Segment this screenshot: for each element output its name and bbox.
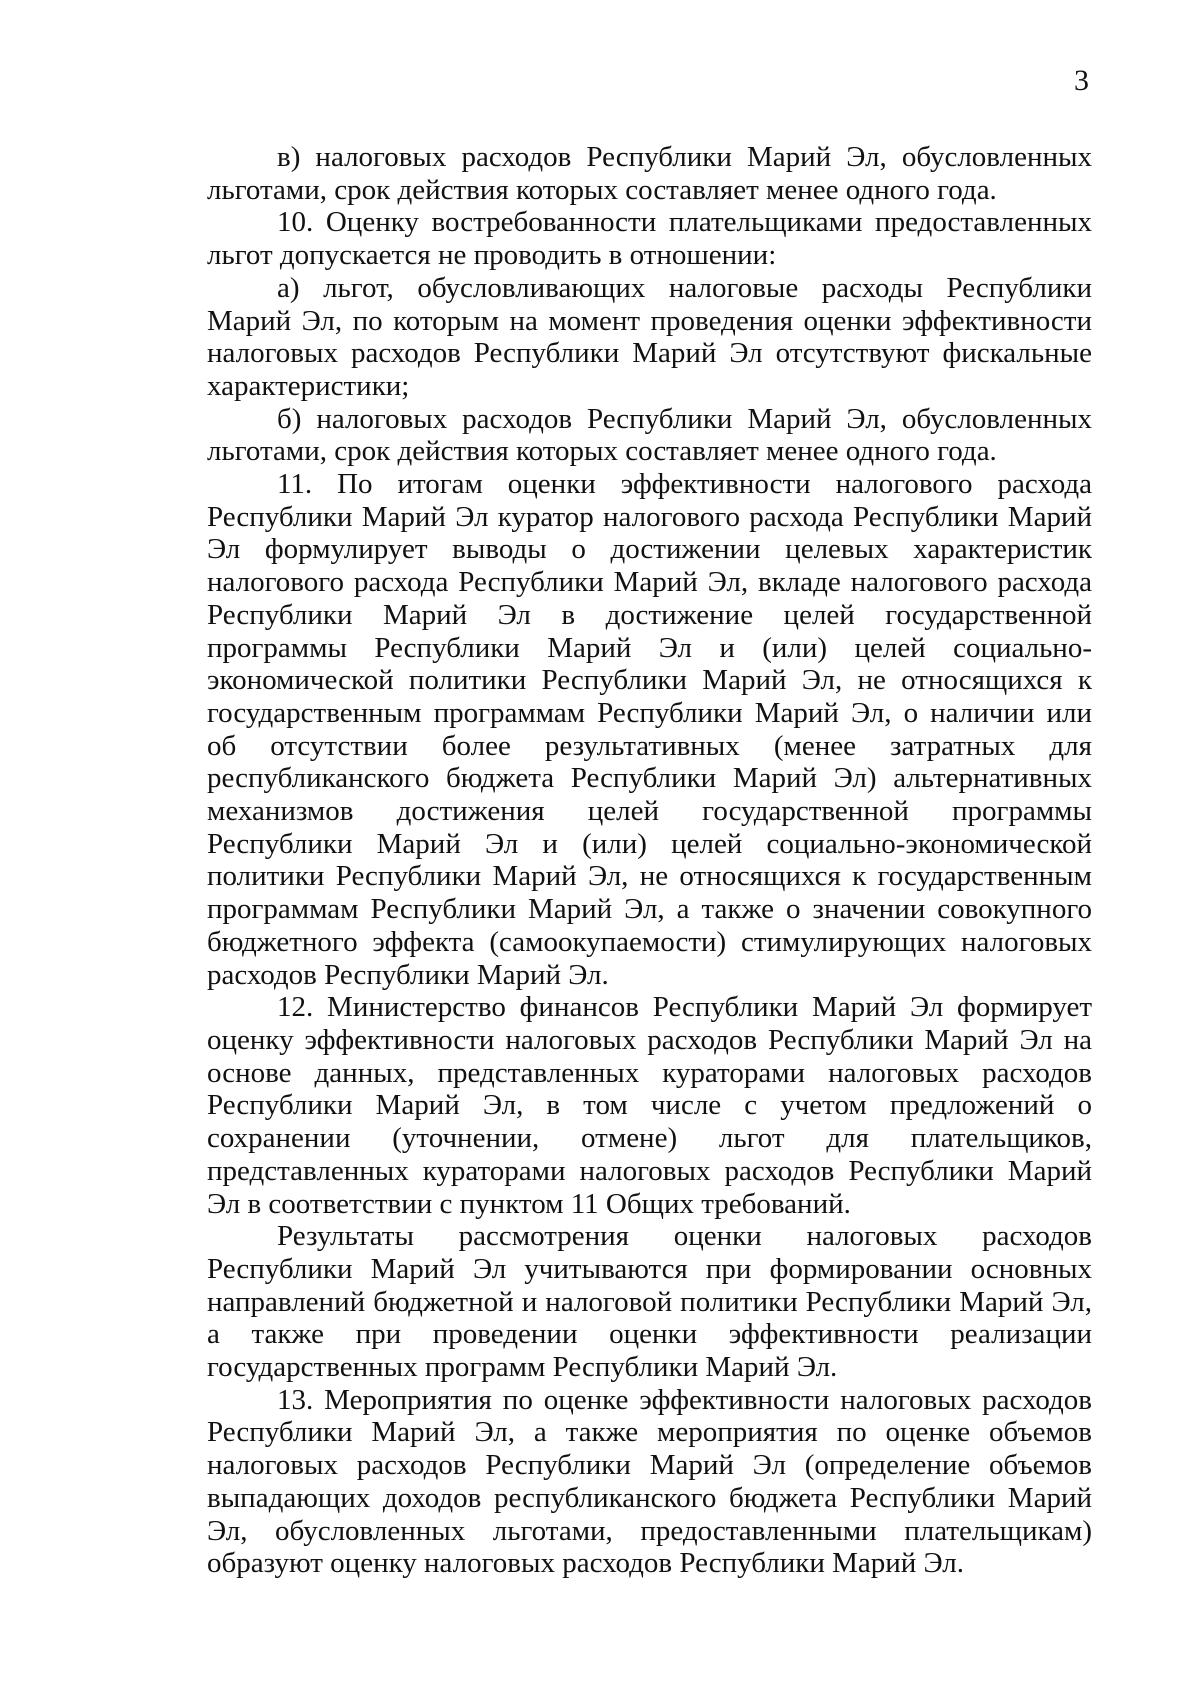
paragraph-b-clause: б) налоговых расходов Республики Марий Эл, обусловленных льготами, срок действия которых составляет менее одного года. <box>207 402 1092 468</box>
page-number: 3 <box>1074 64 1089 97</box>
paragraph-12: 12. Министерство финансов Республики Марий Эл формирует оценку эффективности налоговых расходов Республики Марий Эл на основе данных, представленных кураторами налоговых расходов Республики Марий Эл, в том числе с учетом предложений о сохранении (уточнении, отмене) льгот для плательщиков, представленных кураторами налоговых расходов Республики Марий Эл в соответствии с пунктом 11 Общих требований. <box>207 991 1092 1220</box>
paragraph-11: 11. По итогам оценки эффективности налогового расхода Республики Марий Эл куратор налогового расхода Республики Марий Эл формулирует выводы о достижении целевых характеристик налогового расхода Республики Марий Эл, вкладе налогового расхода Республики Марий Эл в достижение целей государственной программы Республики Марий Эл и (или) целей социально-экономической политики Республики Марий Эл, не относящихся к государственным программам Республики Марий Эл, о наличии или об отсутствии более результативных (менее затратных для республиканского бюджета Республики Марий Эл) альтернативных механизмов достижения целей государственной программы Республики Марий Эл и (или) целей социально-экономической политики Республики Марий Эл, не относящихся к государственным программам Республики Марий Эл, а также о значении совокупного бюджетного эффекта (самоокупаемости) стимулирующих налоговых расходов Республики Марий Эл. <box>207 468 1092 991</box>
paragraph-10: 10. Оценку востребованности плательщиками предоставленных льгот допускается не проводить в отношении: <box>207 206 1092 272</box>
document-body <box>207 141 1092 1580</box>
paragraph-v-clause: в) налоговых расходов Республики Марий Эл, обусловленных льготами, срок действия которых составляет менее одного года. <box>207 141 1092 206</box>
paragraph-13: 13. Мероприятия по оценке эффективности налоговых расходов Республики Марий Эл, а также мероприятия по оценке объемов налоговых расходов Республики Марий Эл (определение объемов выпадающих доходов республиканского бюджета Республики Марий Эл, обусловленных льготами, предоставленными плательщикам) образуют оценку налоговых расходов Республики Марий Эл. <box>207 1383 1092 1580</box>
paragraph-a-clause: а) льгот, обусловливающих налоговые расходы Республики Марий Эл, по которым на момент проведения оценки эффективности налоговых расходов Республики Марий Эл отсутствуют фискальные характеристики; <box>207 271 1092 402</box>
paragraph-results: Результаты рассмотрения оценки налоговых расходов Республики Марий Эл учитываются при формировании основных направлений бюджетной и налоговой политики Республики Марий Эл, а также при проведении оценки эффективности реализации государственных программ Республики Марий Эл. <box>207 1220 1092 1384</box>
